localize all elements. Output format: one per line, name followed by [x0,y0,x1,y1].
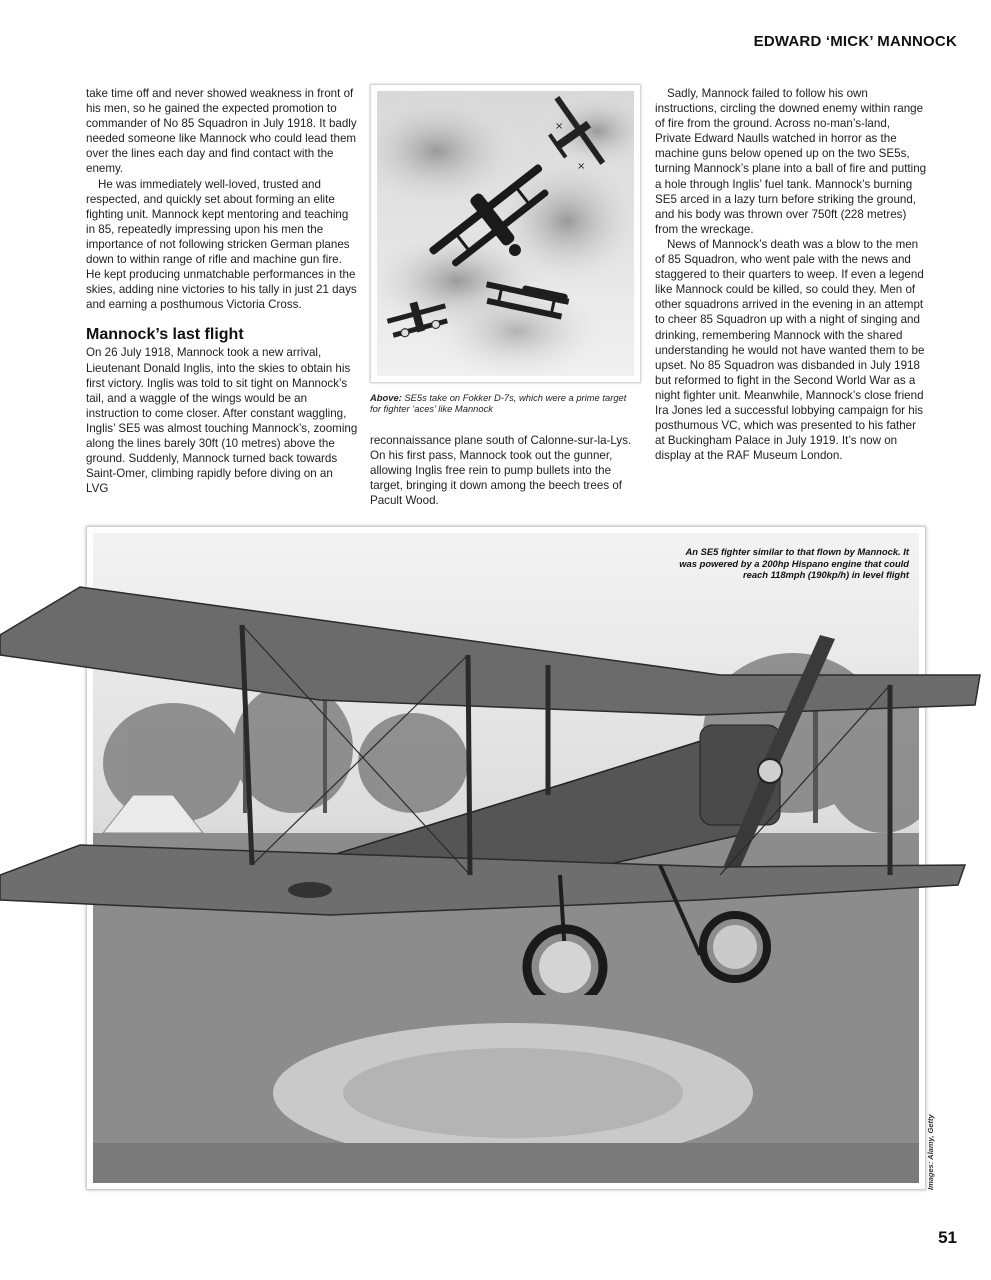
paragraph: On 26 July 1918, Mannock took a new arrival, Lieutenant Donald Inglis, into the skies to obtain his first victory. Inglis was told to sit tight on Mannock’s tail, and a waggle of the wings would be an instruction to come closer. After constant waggling, Inglis’ SE5 was almost touching Mannock’s, zooming along the lines barely 30ft (10 metres) above the ground. Suddenly, Mannock turned back towards Saint-Omer, climbing rapidly before diving on an LVG [86,346,358,496]
page-number: 51 [938,1228,957,1247]
section-subheading: Mannock’s last flight [86,326,244,344]
paragraph: News of Mannock’s death was a blow to the men of 85 Squadron, who went pale with the news and staggered to their quarters to weep. If even a legend like Mannock could be killed, so could they. Men of other squadrons arrived in the evening in an attempt to cheer 85 Squadron up with a night of singing and drinking, remembering Mannock with the shared understanding he would not have wanted them to be upset. No 85 Squadron was disbanded in July 1918 but reformed to fight in the Second World War as a night fighter unit. Meanwhile, Mannock’s close friend Ira Jones led a successful lobbying campaign for his posthumous VC, which was presented to his father at Buckingham Palace in July 1919. It’s now on display at the RAF Museum London. [655,237,925,463]
paragraph: Sadly, Mannock failed to follow his own instructions, circling the downed enemy within range of fire from the ground. Across no-man’s-land, Private Edward Naulls watched in horror as the machine guns below opened up on the two SE5s, turning Mannock’s plane into a ball of fire and putting a hole through Inglis’ fuel tank. Mannock’s burning SE5 arced in a lazy turn before striking the ground, and his body was thrown over 750ft (228 metres) from the wreckage. [655,87,927,236]
text-column-2 [370,433,638,508]
se5-photo [86,526,926,1190]
svg-text:×: × [577,161,586,172]
running-header: EDWARD ‘MICK’ MANNOCK [753,33,957,50]
photo-caption-top [370,392,638,415]
paragraph: He was immediately well-loved, trusted and respected, and quickly set about forming an elite fighting unit. Mannock kept mentoring and teaching in 85, repeatedly impressing upon his men the importance of not following stricken German planes down to within range of rifle and machine gun fire. He kept producing unmatchable performances in the skies, adding nine victories to his tally in just 21 days and earning a posthumous Victoria Cross. [86,177,357,312]
dogfight-photo [370,84,641,383]
se5-background-image [93,533,919,1183]
paragraph: take time off and never showed weakness in front of his men, so he gained the expected promotion to commander of No 85 Squadron in July 1918. It badly needed someone like Mannock who could lead them over the lines each day and find contact with the enemy. [86,87,357,176]
text-column-3 [655,86,927,463]
se5-photo-frame [93,533,919,1183]
caption-text: SE5s take on Fokker D-7s, which were a prime target for fighter ‘aces’ like Mannock [370,392,627,415]
caption-lead: Above: [370,392,402,403]
photo-caption-main: An SE5 fighter similar to that flown by Mannock. It was powered by a 200hp Hispano engine that could reach 118mph (190kp/h) in level flight [679,546,909,581]
text-column-1 [86,86,358,496]
image-credit: Images: Alamy, Getty [926,1114,935,1190]
dogfight-image [377,91,634,376]
paragraph: reconnaissance plane south of Calonne-sur-la-Lys. On his first pass, Mannock took out the gunner, allowing Inglis free rein to pump bullets into the target, bringing it down among the beech trees of Pacult Wood. [370,434,632,508]
svg-text:×: × [555,121,564,132]
